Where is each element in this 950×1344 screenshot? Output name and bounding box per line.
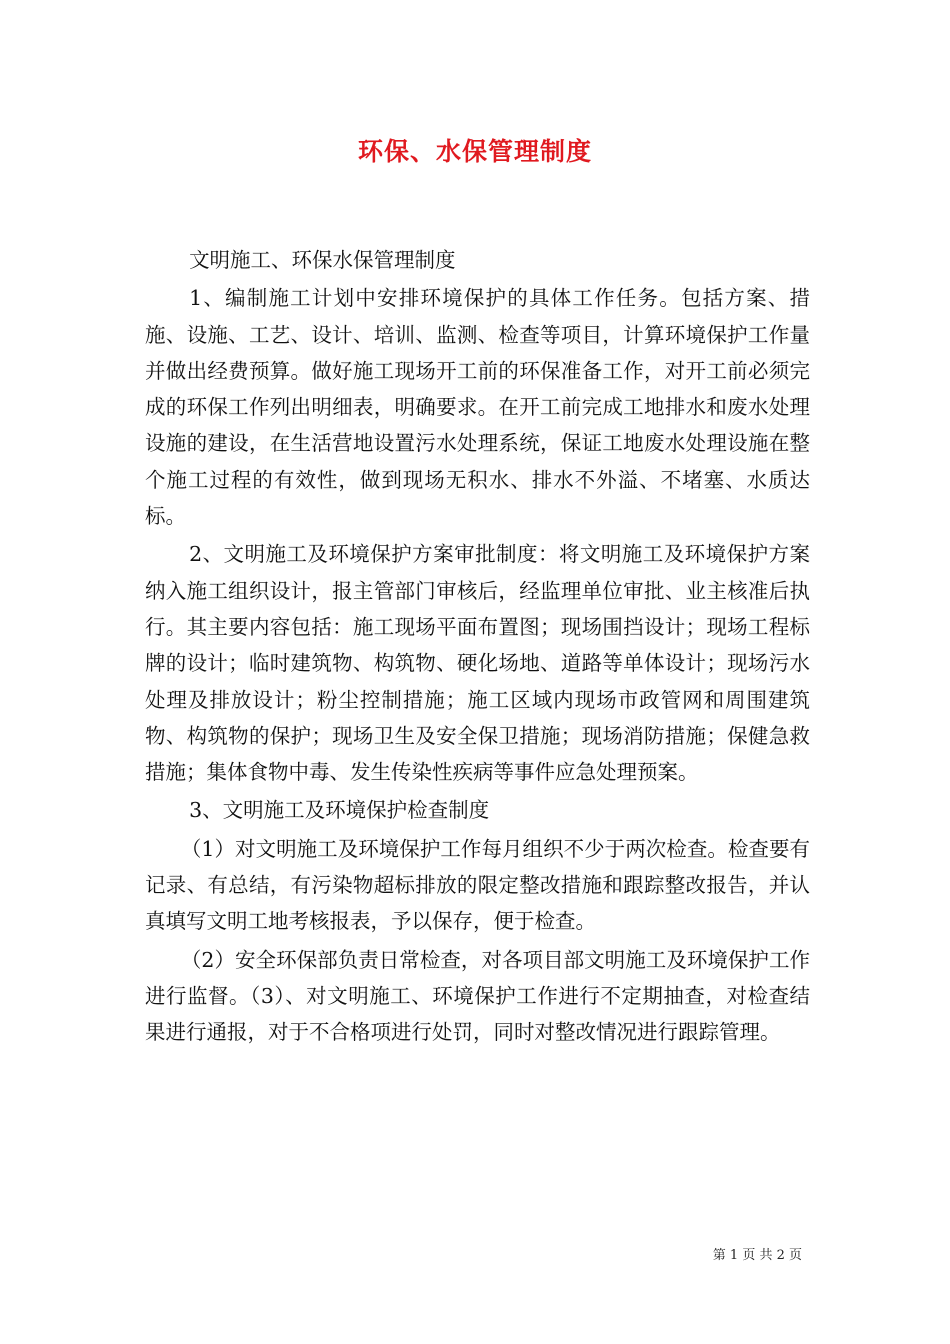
document-body (145, 242, 810, 1053)
page-number: 第 1 页 共 2 页 (712, 1248, 802, 1263)
paragraph-3-item-2: （2）安全环保部负责日常检查，对各项目部文明施工及环境保护工作进行监督。（3）、对文明施工、环境保护工作进行不定期抽查，对检查结果进行通报，对于不合格项进行处罚，同时对整改情况进行跟踪管理。 (145, 947, 810, 1045)
page-title: 环保、水保管理制度 (357, 137, 592, 166)
paragraph-2: 2、文明施工及环境保护方案审批制度：将文明施工及环境保护方案纳入施工组织设计，报主管部门审核后，经监理单位审批、业主核准后执行。其主要内容包括：施工现场平面布置图；现场围挡设计；现场工程标牌的设计；临时建筑物、构筑物、硬化场地、道路等单体设计；现场污水处理及排放设计；粉尘控制措施；施工区域内现场市政管网和周围建筑物、构筑物的保护；现场卫生及安全保卫措施；现场消防措施；保健急救措施；集体食物中毒、发生传染性疾病等事件应急处理预案。 (145, 542, 810, 785)
paragraph-1: 1、编制施工计划中安排环境保护的具体工作任务。包括方案、措施、设施、工艺、设计、培训、监测、检查等项目，计算环境保护工作量并做出经费预算。做好施工现场开工前的环保准备工作，对开工前必须完成的环保工作列出明细表，明确要求。在开工前完成工地排水和废水处理设施的建设，在生活营地设置污水处理系统，保证工地废水处理设施在整个施工过程的有效性，做到现场无积水、排水不外溢、不堵塞、水质达标。 (145, 286, 810, 529)
section-heading: 文明施工、环保水保管理制度 (189, 248, 456, 272)
paragraph-3: 3、文明施工及环境保护检查制度 (189, 798, 490, 823)
paragraph-3-item-1: （1）对文明施工及环境保护工作每月组织不少于两次检查。检查要有记录、有总结，有污染物超标排放的限定整改措施和跟踪整改报告，并认真填写文明工地考核报表，予以保存，便于检查。 (145, 836, 810, 934)
